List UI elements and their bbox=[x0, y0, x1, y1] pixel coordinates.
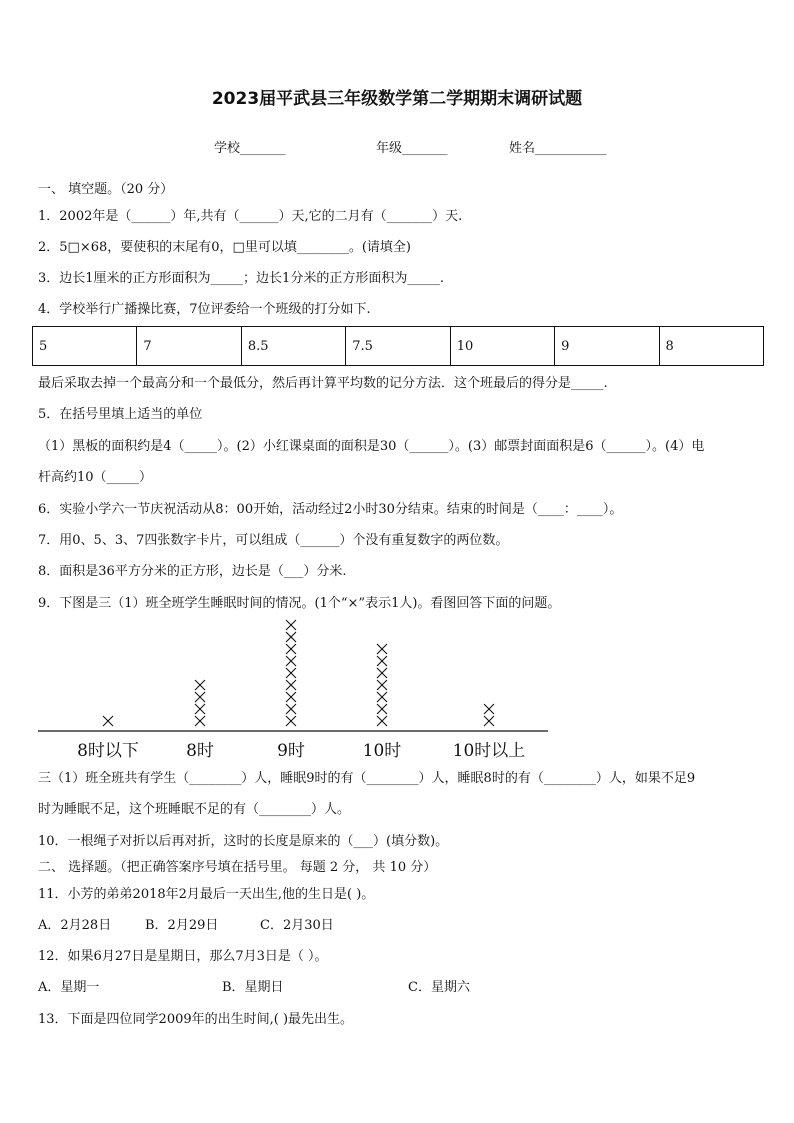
question-13: 13．下面是四位同学2009年的出生时间,( )最先出生。 bbox=[38, 1012, 354, 1027]
name-label: 姓名 bbox=[509, 141, 536, 156]
question-11-option-b: B．2月29日 bbox=[145, 918, 219, 933]
question-12: 12．如果6月27日是星期日，那么7月3日是（ ）。 bbox=[38, 949, 328, 964]
page-title: 2023届平武县三年级数学第二学期期末调研试题 bbox=[211, 89, 583, 109]
question-5: 5．在括号里填上适当的单位 bbox=[38, 407, 203, 422]
question-9-line-2: 时为睡眠不足，这个班睡眠不足的有（________）人。 bbox=[38, 802, 351, 817]
question-11-option-a: A．2月28日 bbox=[38, 918, 112, 933]
grade-blank: _______ bbox=[402, 141, 448, 156]
dot-plot-mark bbox=[195, 716, 205, 726]
question-10: 10．一根绳子对折以后再对折，这时的长度是原来的（___）(填分数)。 bbox=[38, 834, 449, 849]
question-2: 2．5□×68，要使积的末尾有0，□里可以填________。(请填全) bbox=[38, 240, 411, 255]
dot-plot-mark bbox=[377, 644, 387, 654]
dot-plot-mark bbox=[286, 656, 296, 666]
dot-plot-mark bbox=[286, 644, 296, 654]
dot-plot-category-label: 8时 bbox=[186, 741, 214, 761]
school-field bbox=[214, 141, 286, 158]
table-row bbox=[33, 327, 764, 366]
dot-plot-mark bbox=[377, 668, 387, 678]
section-2-heading: 二、 选择题。（把正确答案序号填在括号里。 每题 2 分， 共 10 分） bbox=[38, 860, 437, 875]
score-cell: 7 bbox=[137, 327, 241, 366]
question-9: 9．下图是三（1）班全班学生睡眠时间的情况。(1个“×”表示1人)。看图回答下面的问题。 bbox=[38, 596, 561, 611]
score-cell: 5 bbox=[33, 327, 137, 366]
dot-plot-mark bbox=[286, 620, 296, 630]
dot-plot-category-label: 8时以下 bbox=[77, 741, 139, 761]
dot-plot-mark bbox=[195, 692, 205, 702]
question-4-followup: 最后采取去掉一个最高分和一个最低分，然后再计算平均数的记分方法．这个班最后的得分是_____. bbox=[38, 376, 608, 391]
section-1-heading: 一、 填空题。（20 分） bbox=[38, 182, 174, 197]
score-cell: 8.5 bbox=[241, 327, 345, 366]
dot-plot-category-label: 10时以上 bbox=[452, 741, 526, 761]
question-9-line-1: 三（1）班全班共有学生（________）人，睡眠9时的有（________）人，睡眠8时的有（________）人，如果不足9 bbox=[38, 771, 696, 786]
dot-plot-mark bbox=[286, 704, 296, 714]
school-label: 学校 bbox=[214, 141, 241, 156]
question-8: 8．面积是36平方分米的正方形，边长是（___）分米. bbox=[38, 564, 347, 579]
grade-field bbox=[376, 141, 448, 158]
question-11: 11．小芳的弟弟2018年2月最后一天出生,他的生日是( )。 bbox=[38, 887, 375, 902]
question-12-option-b: B．星期日 bbox=[222, 980, 284, 995]
score-table bbox=[32, 326, 764, 366]
question-7: 7．用0、5、3、7四张数字卡片，可以组成（______）个没有重复数字的两位数。 bbox=[38, 533, 509, 548]
dot-plot-mark bbox=[286, 716, 296, 726]
dot-plot-mark bbox=[103, 716, 113, 726]
dot-plot-mark bbox=[377, 716, 387, 726]
question-3: 3．边长1厘米的正方形面积为_____；边长1分米的正方形面积为_____. bbox=[38, 271, 444, 286]
sleep-dot-plot bbox=[30, 614, 560, 764]
score-cell: 9 bbox=[555, 327, 659, 366]
dot-plot-mark bbox=[377, 656, 387, 666]
score-cell: 8 bbox=[659, 327, 763, 366]
grade-label: 年级 bbox=[376, 141, 403, 156]
dot-plot-mark bbox=[286, 632, 296, 642]
dot-plot-mark bbox=[286, 692, 296, 702]
dot-plot-mark bbox=[377, 680, 387, 690]
question-6: 6．实验小学六一节庆祝活动从8：00开始，活动经过2小时30分结束。结束的时间是（____：____）。 bbox=[38, 502, 623, 517]
dot-plot-mark bbox=[195, 704, 205, 714]
score-cell: 7.5 bbox=[346, 327, 450, 366]
question-12-option-a: A．星期一 bbox=[38, 980, 100, 995]
dot-plot-mark bbox=[286, 680, 296, 690]
dot-plot-mark bbox=[484, 704, 494, 714]
dot-plot-mark bbox=[286, 668, 296, 678]
question-11-option-c: C．2月30日 bbox=[260, 918, 334, 933]
dot-plot-marks bbox=[103, 620, 494, 726]
school-blank: _______ bbox=[240, 141, 286, 156]
name-field bbox=[509, 141, 607, 158]
dot-plot-category-label: 9时 bbox=[277, 741, 305, 761]
question-5-line-1: （1）黑板的面积约是4（_____）。(2）小红课桌面的面积是30（______）。(3）邮票封面面积是6（______）。(4）电 bbox=[38, 439, 705, 454]
question-4: 4．学校举行广播操比赛，7位评委给一个班级的打分如下. bbox=[38, 302, 371, 317]
dot-plot-mark bbox=[195, 680, 205, 690]
dot-plot-mark bbox=[484, 716, 494, 726]
question-5-line-2: 杆高约10（_____） bbox=[38, 470, 153, 485]
dot-plot-category-label: 10时 bbox=[362, 741, 402, 761]
question-1: 1．2002年是（______）年,共有（______）天,它的二月有（_______）天. bbox=[38, 209, 463, 224]
dot-plot-mark bbox=[377, 704, 387, 714]
dot-plot-mark bbox=[377, 692, 387, 702]
score-cell: 10 bbox=[450, 327, 554, 366]
name-blank: ___________ bbox=[535, 141, 607, 156]
question-12-option-c: C．星期六 bbox=[408, 980, 470, 995]
